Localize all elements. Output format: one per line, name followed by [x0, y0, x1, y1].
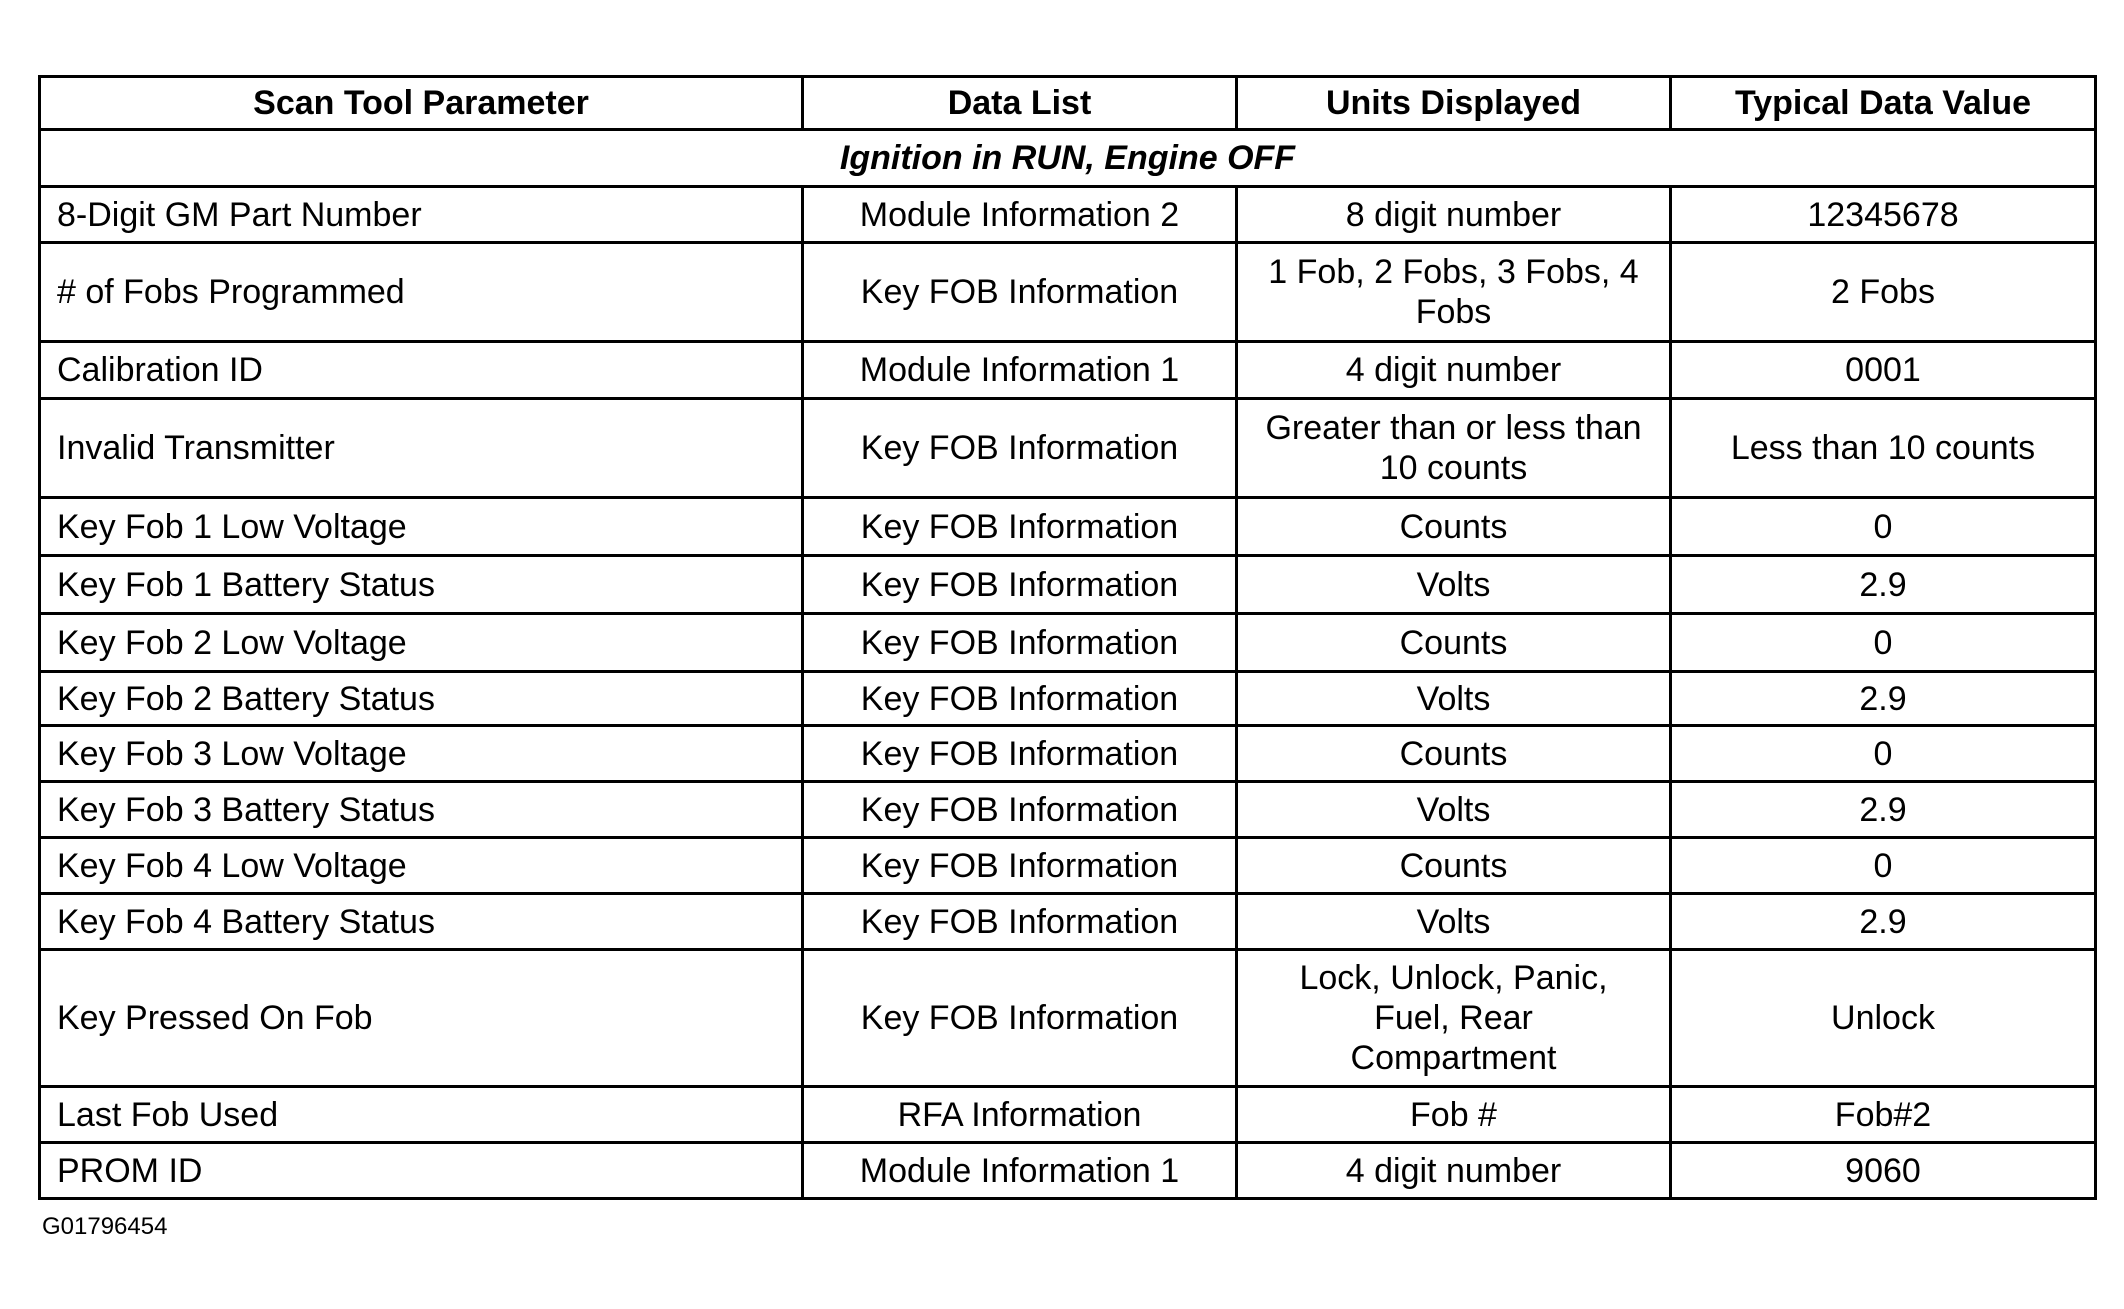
cell-typical-value: Less than 10 counts [1671, 399, 2096, 498]
table-row [40, 894, 2096, 950]
cell-data-list: Key FOB Information [803, 672, 1237, 726]
cell-parameter: Invalid Transmitter [40, 399, 803, 498]
cell-typical-value: 2.9 [1671, 782, 2096, 838]
table-row [40, 950, 2096, 1087]
cell-typical-value: Fob#2 [1671, 1087, 2096, 1143]
table-row [40, 782, 2096, 838]
cell-typical-value: 12345678 [1671, 187, 2096, 243]
cell-parameter: Key Fob 1 Battery Status [40, 556, 803, 614]
cell-units: 4 digit number [1237, 342, 1671, 399]
cell-units: Lock, Unlock, Panic, Fuel, Rear Compartment [1237, 950, 1671, 1087]
cell-typical-value: 2.9 [1671, 894, 2096, 950]
cell-parameter: Key Fob 1 Low Voltage [40, 498, 803, 556]
cell-units: 4 digit number [1237, 1143, 1671, 1199]
header-data-list: Data List [803, 77, 1237, 130]
cell-data-list: Key FOB Information [803, 726, 1237, 782]
cell-units: Volts [1237, 556, 1671, 614]
cell-typical-value: 2 Fobs [1671, 243, 2096, 342]
cell-typical-value: Unlock [1671, 950, 2096, 1087]
cell-parameter: Key Pressed On Fob [40, 950, 803, 1087]
table-row [40, 556, 2096, 614]
cell-units: Volts [1237, 782, 1671, 838]
cell-units: 1 Fob, 2 Fobs, 3 Fobs, 4 Fobs [1237, 243, 1671, 342]
cell-parameter: Key Fob 4 Low Voltage [40, 838, 803, 894]
cell-units: Counts [1237, 614, 1671, 672]
cell-typical-value: 2.9 [1671, 672, 2096, 726]
cell-data-list: Key FOB Information [803, 556, 1237, 614]
cell-typical-value: 2.9 [1671, 556, 2096, 614]
table-row [40, 672, 2096, 726]
cell-typical-value: 0 [1671, 498, 2096, 556]
cell-units: 8 digit number [1237, 187, 1671, 243]
table-row [40, 498, 2096, 556]
cell-typical-value: 0001 [1671, 342, 2096, 399]
cell-parameter: PROM ID [40, 1143, 803, 1199]
cell-data-list: Key FOB Information [803, 782, 1237, 838]
cell-parameter: # of Fobs Programmed [40, 243, 803, 342]
cell-units: Greater than or less than 10 counts [1237, 399, 1671, 498]
cell-parameter: Key Fob 4 Battery Status [40, 894, 803, 950]
cell-typical-value: 0 [1671, 726, 2096, 782]
header-units-displayed: Units Displayed [1237, 77, 1671, 130]
cell-parameter: 8-Digit GM Part Number [40, 187, 803, 243]
table-row [40, 838, 2096, 894]
cell-data-list: RFA Information [803, 1087, 1237, 1143]
figure-id: G01796454 [42, 1213, 168, 1240]
cell-parameter: Key Fob 3 Low Voltage [40, 726, 803, 782]
table-row [40, 243, 2096, 342]
cell-data-list: Key FOB Information [803, 950, 1237, 1087]
table-row [40, 614, 2096, 672]
cell-units: Counts [1237, 838, 1671, 894]
cell-typical-value: 0 [1671, 838, 2096, 894]
cell-data-list: Key FOB Information [803, 614, 1237, 672]
cell-data-list: Module Information 1 [803, 1143, 1237, 1199]
cell-data-list: Key FOB Information [803, 399, 1237, 498]
cell-units: Volts [1237, 672, 1671, 726]
cell-typical-value: 9060 [1671, 1143, 2096, 1199]
cell-units: Counts [1237, 498, 1671, 556]
cell-data-list: Key FOB Information [803, 838, 1237, 894]
table-row [40, 399, 2096, 498]
cell-parameter: Last Fob Used [40, 1087, 803, 1143]
cell-data-list: Module Information 2 [803, 187, 1237, 243]
cell-parameter: Key Fob 2 Battery Status [40, 672, 803, 726]
cell-parameter: Key Fob 3 Battery Status [40, 782, 803, 838]
cell-data-list: Module Information 1 [803, 342, 1237, 399]
cell-data-list: Key FOB Information [803, 894, 1237, 950]
scan-tool-data-table [38, 75, 2097, 1200]
cell-parameter: Key Fob 2 Low Voltage [40, 614, 803, 672]
table-row [40, 187, 2096, 243]
cell-units: Volts [1237, 894, 1671, 950]
table-row [40, 1143, 2096, 1199]
section-row [40, 130, 2096, 187]
header-typical-data-value: Typical Data Value [1671, 77, 2096, 130]
cell-typical-value: 0 [1671, 614, 2096, 672]
table-row [40, 1087, 2096, 1143]
cell-units: Fob # [1237, 1087, 1671, 1143]
table-row [40, 726, 2096, 782]
cell-units: Counts [1237, 726, 1671, 782]
cell-data-list: Key FOB Information [803, 498, 1237, 556]
table-row [40, 342, 2096, 399]
cell-parameter: Calibration ID [40, 342, 803, 399]
section-title: Ignition in RUN, Engine OFF [40, 130, 2096, 187]
cell-data-list: Key FOB Information [803, 243, 1237, 342]
header-row [40, 77, 2096, 130]
header-scan-tool-parameter: Scan Tool Parameter [40, 77, 803, 130]
